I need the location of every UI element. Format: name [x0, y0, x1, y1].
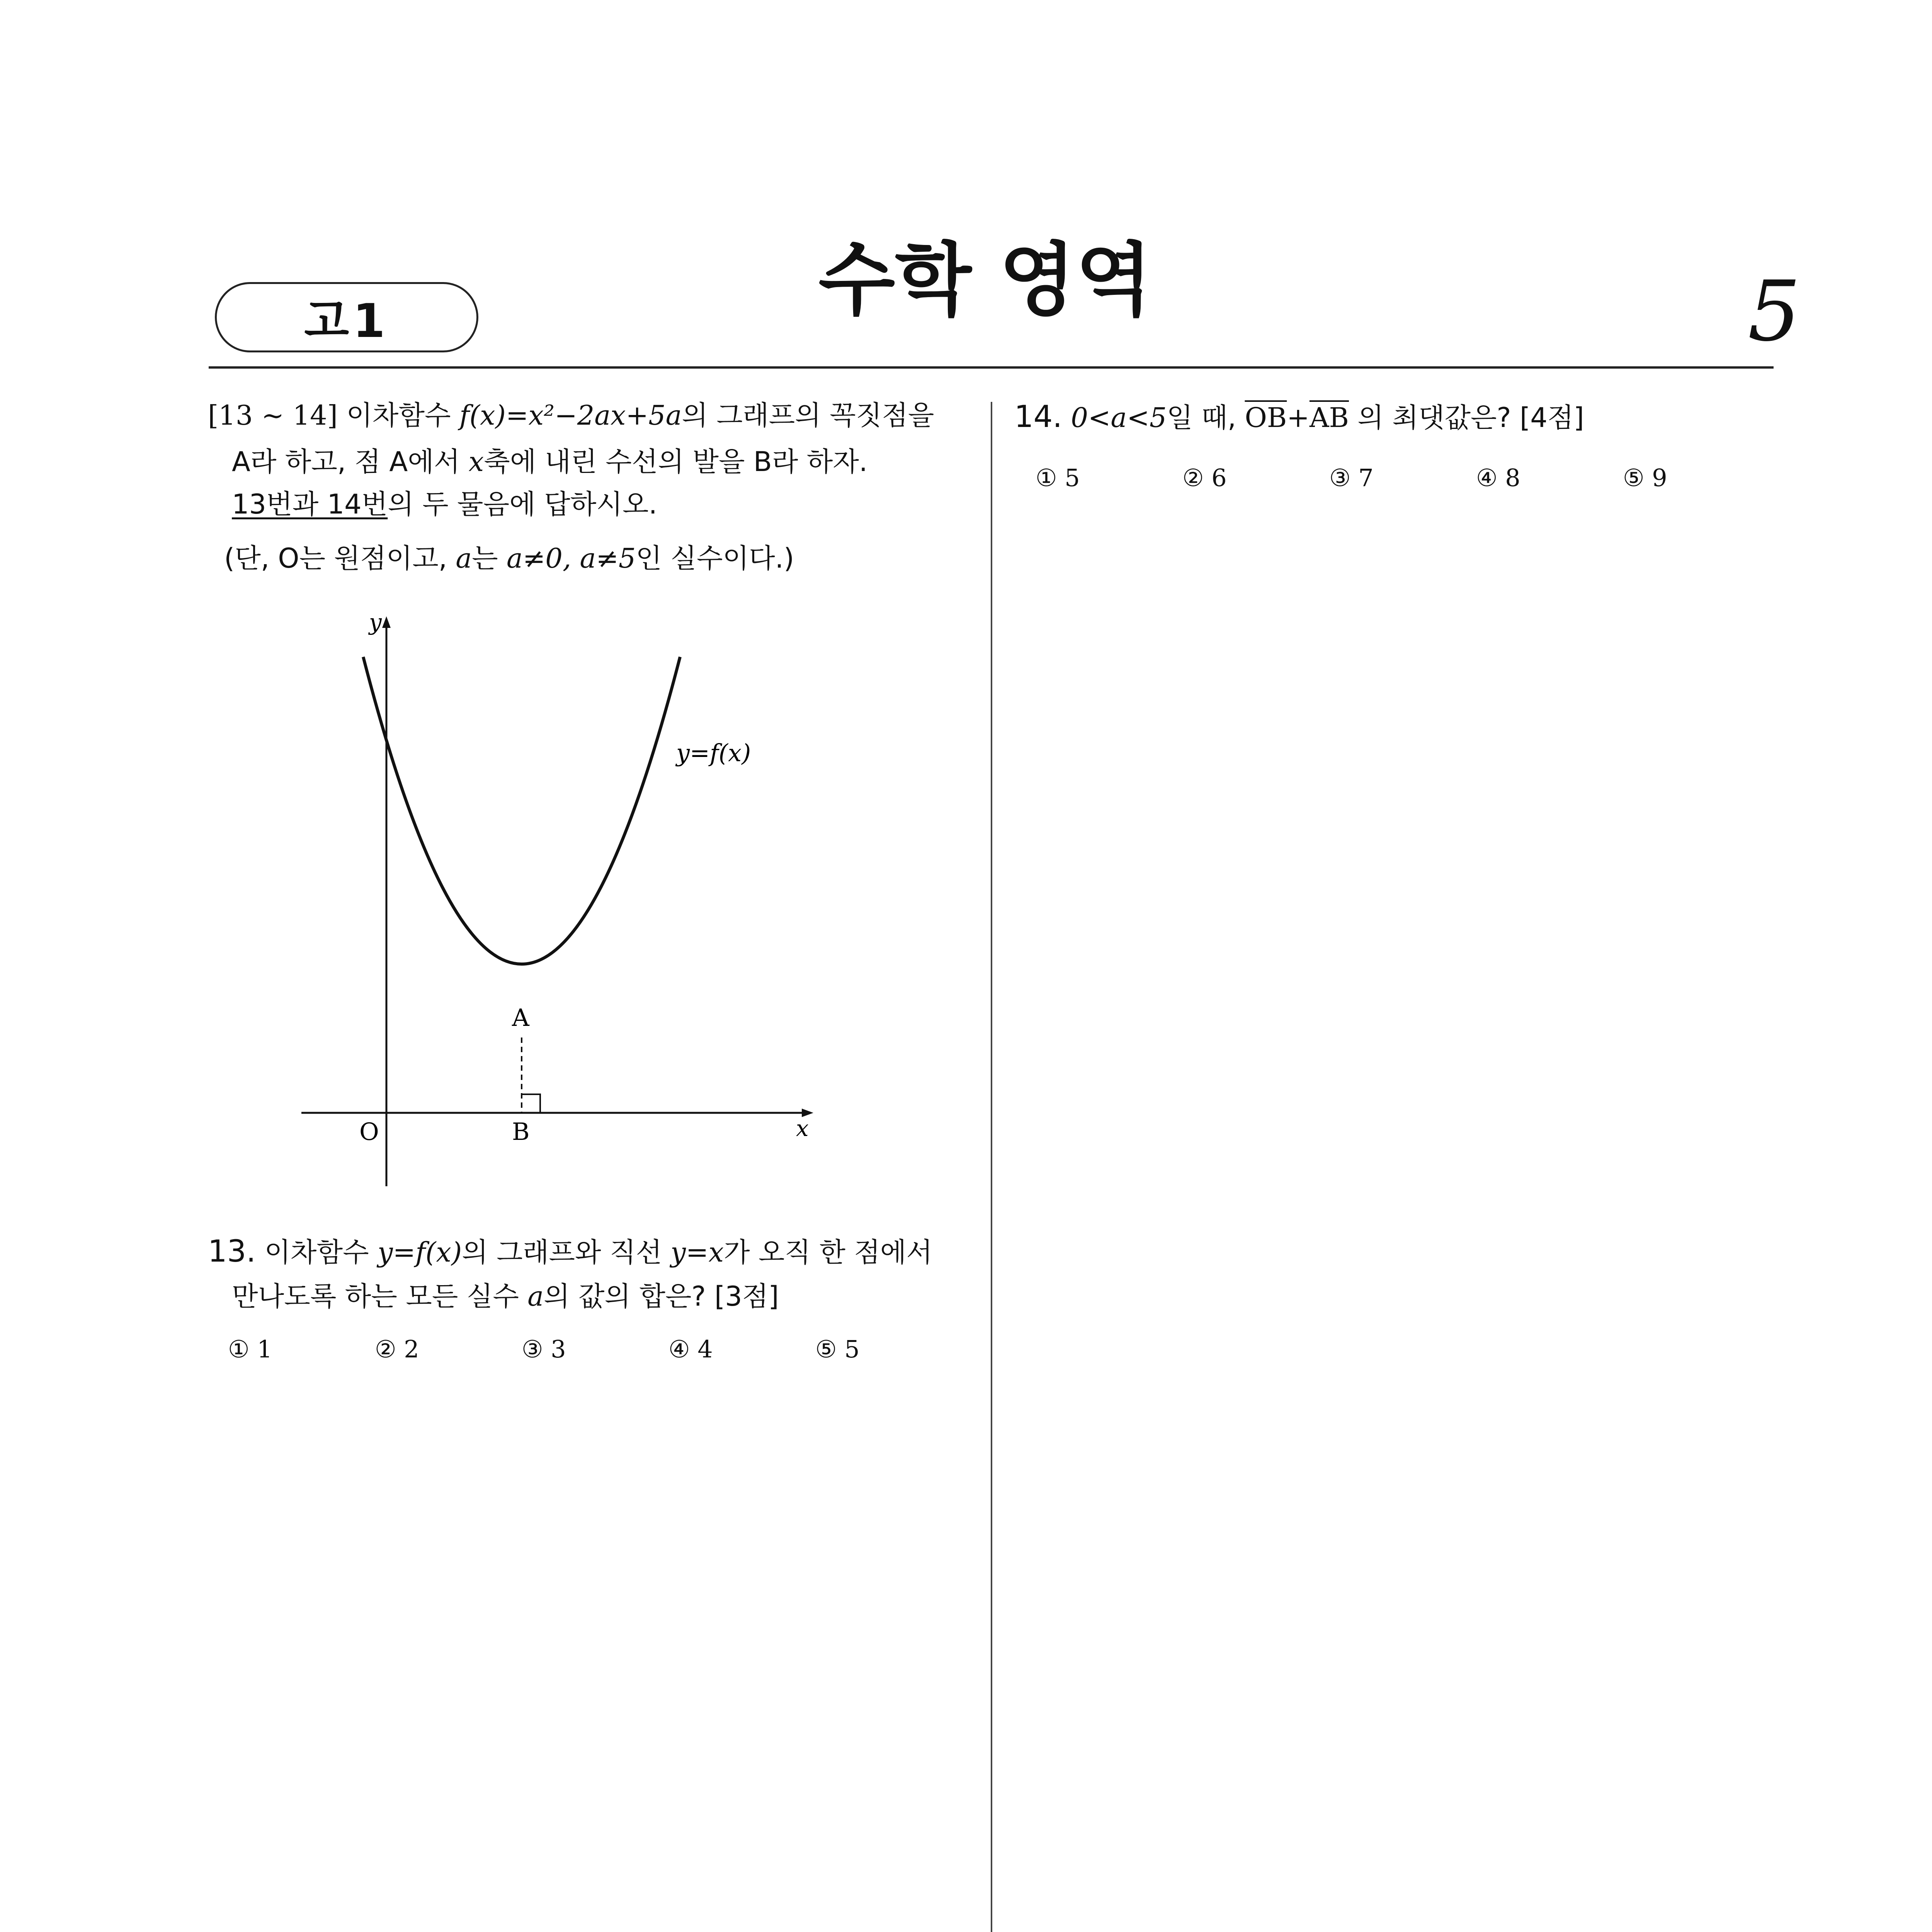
- q14-choice-5[interactable]: ⑤ 9: [1623, 464, 1667, 492]
- note-cond2: a≠5: [580, 543, 636, 574]
- right-angle-mark: [522, 1094, 540, 1113]
- q14-suffix: 의 최댓값은? [4점]: [1357, 402, 1584, 434]
- foot-label: B: [512, 1117, 530, 1146]
- q13-line2-suffix: 의 값의 합은? [3점]: [543, 1281, 779, 1312]
- q13-choice-3[interactable]: ③ 3: [522, 1335, 566, 1363]
- header-rule: [209, 366, 1774, 369]
- subject-title: 수학 영역: [818, 235, 1152, 327]
- q13-line2-prefix: 만나도록 하는 모든 실수: [232, 1281, 519, 1312]
- intro-line2-suffix: 축에 내린 수선의 발을 B라 하자.: [484, 446, 868, 478]
- q14-choice-2[interactable]: ② 6: [1182, 464, 1227, 492]
- note-cond1: a≠0,: [507, 543, 571, 574]
- q13-line-eq: y=x: [670, 1236, 724, 1268]
- intro-line2: A라 하고, 점 A에서: [232, 446, 460, 478]
- q13-choice-5[interactable]: ⑤ 5: [815, 1335, 860, 1363]
- intro-range: [13 ~ 14]: [208, 400, 338, 431]
- vertex-label: A: [512, 1003, 529, 1032]
- page-number-large: 5: [1748, 263, 1801, 360]
- q14-number: 14.: [1014, 400, 1063, 434]
- q14-plus: +: [1287, 402, 1310, 434]
- q14-choice-3[interactable]: ③ 7: [1329, 464, 1374, 492]
- grade-label: 고1: [304, 294, 389, 348]
- column-divider: [991, 402, 992, 1932]
- note-prefix: (단, O는 원점이고,: [224, 543, 447, 574]
- intro-underlined: 13번과 14번: [232, 488, 388, 520]
- q13-func: y=f(x): [378, 1236, 462, 1268]
- origin-label: O: [359, 1117, 379, 1146]
- q13-line1-suffix: 가 오직 한 점에서: [724, 1236, 933, 1268]
- note-suffix: 인 실수이다.): [636, 543, 794, 574]
- q14-choice-1[interactable]: ① 5: [1036, 464, 1080, 492]
- intro-line-2: [232, 446, 868, 478]
- q14-seg-ab: $\overline{AB}$: [1309, 402, 1349, 434]
- intro-line-3: [232, 488, 657, 520]
- x-axis-label: x: [796, 1115, 809, 1141]
- q13-choice-4[interactable]: ④ 4: [668, 1335, 713, 1363]
- intro-prefix: 이차함수: [346, 400, 451, 431]
- intro-line2-var: x: [468, 446, 484, 478]
- q13-prefix: 이차함수: [264, 1236, 369, 1268]
- parabola-curve: [363, 657, 680, 964]
- q14-line-1: [1014, 402, 1584, 432]
- note-mid: 는: [472, 543, 498, 574]
- q14-choice-4[interactable]: ④ 8: [1476, 464, 1520, 492]
- grade-badge: [215, 282, 478, 352]
- q13-mid: 의 그래프와 직선: [462, 1236, 662, 1268]
- note-var: a: [456, 543, 472, 574]
- intro-line1-suffix: 의 그래프의 꼭짓점을: [682, 400, 934, 431]
- q14-cond: 0<a<5: [1071, 402, 1167, 434]
- q13-choice-2[interactable]: ② 2: [375, 1335, 419, 1363]
- q13-choice-1[interactable]: ① 1: [228, 1335, 272, 1363]
- q14-seg-ob: $\overline{OB}$: [1245, 402, 1287, 434]
- parabola-graph: [294, 611, 835, 1198]
- q14-cond-suffix: 일 때,: [1167, 402, 1236, 434]
- intro-line-1: [208, 402, 934, 429]
- intro-function: f(x)=x²−2ax+5a: [459, 400, 682, 431]
- q13-line-1: [208, 1236, 932, 1267]
- intro-note: [224, 545, 794, 572]
- q13-var: a: [527, 1281, 544, 1312]
- q13-number: 13.: [208, 1234, 256, 1269]
- curve-label: y=f(x): [676, 739, 751, 767]
- q13-line-2: [232, 1283, 779, 1310]
- y-axis-label: y: [369, 611, 382, 635]
- intro-line3-suffix: 의 두 물음에 답하시오.: [388, 488, 657, 520]
